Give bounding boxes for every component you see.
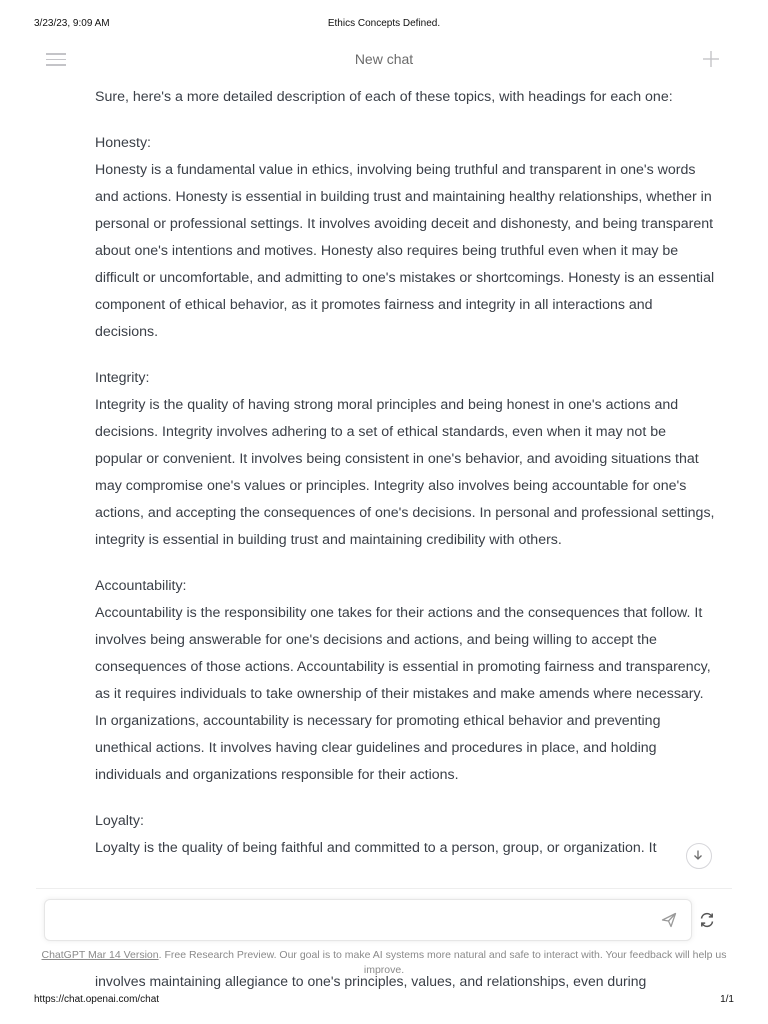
section-integrity <box>95 365 717 554</box>
message-input[interactable] <box>44 899 692 941</box>
section-heading: Loyalty: <box>95 813 144 829</box>
print-page-number: 1/1 <box>720 994 734 1005</box>
section-body: Loyalty is the quality of being faithful and committed to a person, group, or organization. It <box>95 840 657 856</box>
arrow-down-icon <box>692 849 704 861</box>
send-icon[interactable] <box>661 912 677 928</box>
print-document-title: Ethics Concepts Defined. <box>327 18 441 29</box>
print-date: 3/23/23, 9:09 AM <box>34 18 110 29</box>
version-link[interactable]: ChatGPT Mar 14 Version <box>41 949 159 961</box>
section-honesty <box>95 130 717 346</box>
chat-topbar <box>36 46 732 74</box>
section-loyalty <box>95 808 717 862</box>
cutoff-text-line <box>95 973 700 990</box>
response-intro: Sure, here's a more detailed description of each of these topics, with headings for each one: <box>95 89 673 105</box>
assistant-response <box>95 84 717 881</box>
scroll-to-bottom-button[interactable] <box>686 843 712 869</box>
cutoff-text: involves maintaining allegiance to one's principles, values, and relationships, even during <box>95 973 647 989</box>
regenerate-icon[interactable] <box>698 911 716 929</box>
print-url: https://chat.openai.com/chat <box>34 994 160 1005</box>
section-heading: Accountability: <box>95 578 187 594</box>
chat-title: New chat <box>354 51 414 67</box>
section-accountability <box>95 573 717 789</box>
plus-icon[interactable] <box>702 50 720 68</box>
section-heading: Integrity: <box>95 370 150 386</box>
section-heading: Honesty: <box>95 135 151 151</box>
section-body: Honesty is a fundamental value in ethics, involving being truthful and transparent in one's words and actions. Honesty is essential in building trust and maintaining healthy relationships, whether in personal or professional settings. It involves avoiding deceit and dishonesty, and being transparent about one's intentions and motives. Honesty also requires being truthful even when it may be difficult or uncomfortable, and admitting to one's mistakes or shortcomings. Honesty is an essential component of ethical behavior, as it promotes fairness and integrity in all interactions and decisions. <box>95 162 715 340</box>
composer-area <box>36 888 732 949</box>
disclaimer-text: . Free Research Preview. Our goal is to make AI systems more natural and safe to interact with. Your feedback will help us improve. <box>158 949 727 976</box>
print-header <box>34 18 734 32</box>
section-body: Accountability is the responsibility one takes for their actions and the consequences that follow. It involves being answerable for one's decisions and actions, and being willing to accept the consequences of those actions. Accountability is essential in promoting fairness and transparency, as it requires individuals to take ownership of their mistakes and make amends where necessary. In organizations, accountability is necessary for promoting ethical behavior and preventing unethical actions. It involves having clear guidelines and procedures in place, and holding individuals and organizations responsible for their actions. <box>95 605 711 783</box>
section-body: Integrity is the quality of having strong moral principles and being honest in one's actions and decisions. Integrity involves adhering to a set of ethical standards, even when it may not be popular or convenient. It involves being consistent in one's behavior, and avoiding situations that may compromise one's values or principles. Integrity also involves being accountable for one's actions, and accepting the consequences of one's decisions. In personal and professional settings, integrity is essential in building trust and maintaining credibility with others. <box>95 397 715 548</box>
